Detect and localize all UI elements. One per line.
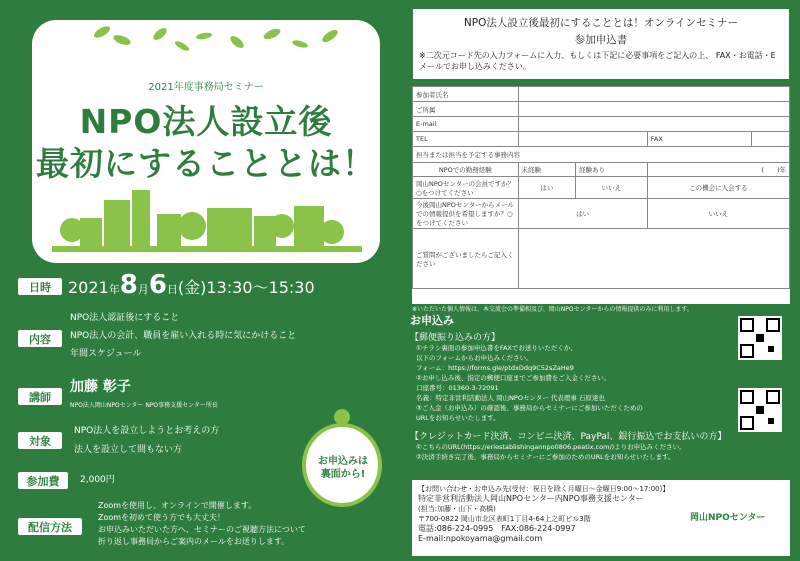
- date-weekday: (金): [177, 278, 207, 297]
- affiliation-label: ご所属: [413, 102, 519, 117]
- member-label: 岡山NPOセンターの会員ですか？○をつけてください: [413, 177, 519, 199]
- apply-heading: お申込み: [410, 314, 454, 327]
- email-label: E-mail: [413, 117, 519, 132]
- postal-line: URLをお知らせいたします。: [416, 414, 500, 422]
- form-instructions: ※二次元コード先の入力フォームに入力、もしくは下記に必要事項をご記入の上、 FAX・お電話・Eメールでお申し込みください。: [419, 51, 776, 71]
- content-label: 内容: [18, 330, 62, 347]
- content-item: 年間スケジュール: [70, 349, 142, 359]
- application-form: [412, 86, 790, 304]
- lecturer-name: 加藤 彰子: [70, 379, 131, 395]
- contact-box: [412, 480, 790, 556]
- credit-heading: 【クレジットカード決済、コンビニ決済、PayPal、銀行振込でお支払いの方】: [410, 432, 727, 442]
- experience-years[interactable]: ( )年: [647, 163, 789, 177]
- hero-title-line1: NPO法人設立後: [79, 102, 333, 141]
- member-yes[interactable]: はい: [518, 177, 576, 199]
- delivery-item: Zoomを使用し、オンラインで開催します。: [98, 501, 257, 510]
- delivery-list: [98, 500, 306, 548]
- contact-email[interactable]: E-mail:npokoyama@gmail.com: [418, 534, 543, 543]
- contact-staff: (担当:加藤・山下・高橋): [418, 505, 496, 513]
- mail-no[interactable]: いいえ: [647, 199, 789, 229]
- credit-line: ②決済手続き完了後、事務局からセミナーにご参加のためのURLをお知らせいたします。: [416, 453, 675, 461]
- form-link[interactable]: フォーム：https://forms.gle/ptdxDdq9C52sZaHe9: [416, 364, 574, 372]
- mail-label: 今後岡山NPOセンターからメールでの情報提供を希望しますか？○をつけてください: [413, 199, 519, 229]
- delivery-label: 配信方法: [18, 518, 82, 535]
- email-field[interactable]: [518, 117, 789, 132]
- postal-line: 名義：特定非営利活動法人 岡山NPOセンター 代表理事 石原達也: [416, 394, 605, 402]
- name-field[interactable]: [518, 87, 789, 102]
- postal-line: 以下のフォームからお申込みください。: [416, 354, 533, 362]
- form-title: NPO法人設立後最初にすることとは！オンラインセミナー: [463, 17, 739, 29]
- mail-yes[interactable]: はい: [518, 199, 647, 229]
- experience-no[interactable]: 未経験: [518, 163, 576, 177]
- date-day-suffix: 日: [166, 283, 178, 296]
- affiliation-field[interactable]: [518, 102, 789, 117]
- lecturer-label: 講師: [18, 388, 62, 405]
- center-logo: 岡山NPOセンター: [690, 513, 766, 523]
- experience-label: NPOでの勤務経験: [413, 163, 519, 177]
- target-item: 法人を設立して間もない方: [74, 445, 183, 455]
- delivery-item: 折り返し事務局からご案内のメールをお送りします。: [98, 537, 290, 546]
- experience-yes[interactable]: 経験あり: [576, 163, 648, 177]
- target-list: [74, 424, 219, 458]
- badge-line: 裏面から!: [320, 469, 366, 480]
- fee-label: 参加費: [18, 472, 68, 489]
- tel-label: TEL: [413, 132, 519, 147]
- member-no[interactable]: いいえ: [576, 177, 648, 199]
- target-label: 対象: [18, 432, 62, 449]
- contact-address: 〒700-0822 岡山市北区表町1丁目4-64上之町ビル3階: [418, 515, 591, 523]
- badge-line: お申込みは: [318, 456, 368, 467]
- contact-org: 特定非営利活動法人岡山NPOセンター内NPO事務支援センター: [418, 494, 644, 503]
- fee-value: 2,000円: [80, 475, 115, 485]
- content-list: [70, 311, 296, 362]
- town-silhouette: [52, 190, 362, 252]
- content-item: NPO法人認証後にすること: [70, 313, 180, 323]
- qr-code-form[interactable]: [738, 316, 782, 360]
- tel-field[interactable]: [518, 132, 647, 147]
- leaves-decoration: [92, 24, 339, 53]
- postal-line: ②お申し込み後、指定の郵便口座までご参加費をご入金ください。: [416, 374, 611, 382]
- form-subtitle: 参加申込書: [574, 34, 628, 46]
- date-month-suffix: 月: [137, 283, 149, 296]
- question-label: ご質問がございましたらご記入ください: [413, 229, 519, 289]
- seminar-subtitle: 2021年度事務局セミナー: [148, 82, 264, 93]
- lecturer-affiliation: NPO法人岡山NPOセンター NPO事務支援センター所長: [70, 402, 218, 409]
- content-item: NPO法人の会計、職員を雇い入れる時に気にかけること: [70, 331, 297, 341]
- member-join[interactable]: この機会に入会する: [647, 177, 789, 199]
- delivery-item: Zoomを初めて使う方でも大丈夫！: [98, 513, 226, 522]
- postal-line: 口座番号：01360-3-72091: [416, 384, 499, 392]
- delivery-item: お申込みいただいた方へ、セミナーのご視聴方法について: [98, 525, 306, 534]
- form-header: [412, 8, 790, 80]
- hero-card: [32, 20, 380, 263]
- qr-code-peatix[interactable]: [738, 388, 782, 432]
- credit-link[interactable]: ①こちらのURL(https://eriestablishingannpo0806.peatix.com/)よりお申込みください。: [416, 443, 686, 451]
- date-year-suffix: 年: [108, 283, 120, 296]
- fax-field[interactable]: [751, 132, 789, 147]
- apply-badge: [303, 455, 383, 481]
- name-label: 参加者氏名: [413, 87, 519, 102]
- postal-line: ①チラシ裏面の参加申込書をFAXでお送りいただくか、: [416, 344, 577, 352]
- contact-hours: 【お問い合わせ・お申込み先(受付：祝日を除く月曜日〜金曜日9:00〜17:00)】: [418, 485, 670, 493]
- date-label: 日時: [18, 278, 62, 295]
- postal-heading: 【郵便振り込みの方】: [410, 333, 501, 343]
- postal-line: ③ご入金（お申込み）の確認後、事務局からセミナーにご参加いただくための: [416, 404, 643, 412]
- question-field[interactable]: [518, 229, 789, 289]
- date-year: 2021: [68, 278, 109, 297]
- date-time: 13:30〜15:30: [206, 278, 315, 297]
- date-value: [68, 270, 315, 300]
- fax-label: FAX: [647, 132, 751, 147]
- privacy-note: ※いただいた個人情報は、本交流会の準備相及び、岡山NPOセンターからの情報提供のみに利用します。: [412, 306, 693, 313]
- target-item: NPO法人を設立しようとお考えの方: [74, 426, 220, 436]
- duties-label: 担当または担当を予定する事務内容: [413, 147, 790, 163]
- date-day: 6: [148, 270, 167, 300]
- contact-phone: 電話:086-224-0995 FAX:086-224-0997: [418, 524, 576, 533]
- date-month: 8: [119, 270, 138, 300]
- hero-title-line2: 最初にすることとは！: [36, 144, 376, 183]
